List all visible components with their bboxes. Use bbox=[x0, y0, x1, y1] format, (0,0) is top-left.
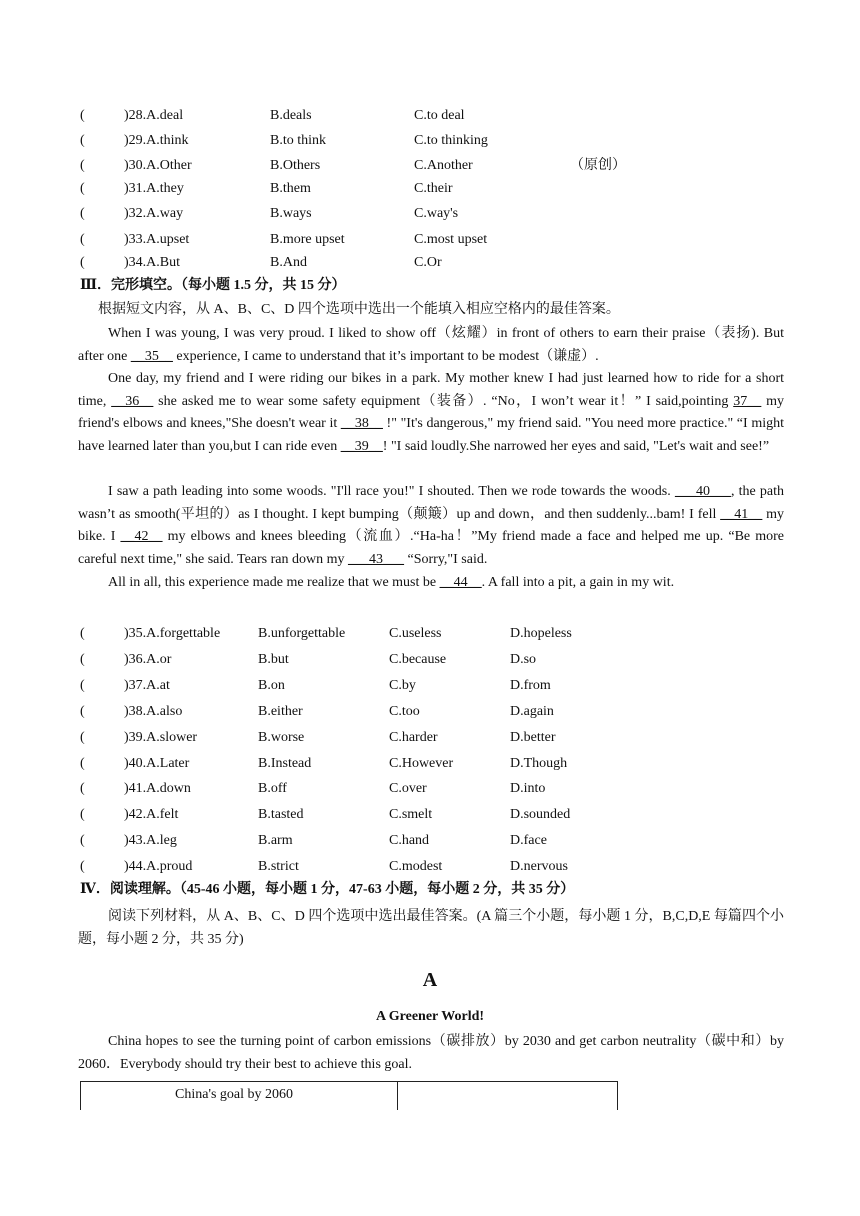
option-d: D.face bbox=[510, 833, 547, 848]
answer-paren: ( bbox=[80, 678, 85, 693]
option-a: )35.A.forgettable bbox=[124, 626, 221, 641]
answer-paren: ( bbox=[80, 206, 85, 221]
option-c: C.harder bbox=[389, 730, 438, 745]
option-d: D.sounded bbox=[510, 807, 571, 822]
option-c: C.their bbox=[414, 181, 453, 196]
blank-36: __36__ bbox=[111, 393, 154, 409]
option-c: C.Or bbox=[414, 255, 442, 270]
passage-title: A Greener World! bbox=[375, 1009, 485, 1024]
blank-39: __39__ bbox=[340, 438, 383, 454]
option-d: D.into bbox=[510, 781, 546, 796]
option-b: B.on bbox=[258, 678, 285, 693]
original-note: （原创） bbox=[570, 158, 626, 173]
answer-paren: ( bbox=[80, 232, 85, 247]
blank-44: __44__ bbox=[439, 575, 482, 590]
passage-letter: A bbox=[422, 969, 438, 991]
blank-43: ___43___ bbox=[348, 551, 405, 567]
option-b: B.but bbox=[258, 652, 289, 667]
option-c: C.to thinking bbox=[414, 133, 488, 148]
answer-paren: ( bbox=[80, 704, 85, 719]
option-d: D.hopeless bbox=[510, 626, 572, 641]
option-d: D.from bbox=[510, 678, 551, 693]
option-b: B.ways bbox=[270, 206, 312, 221]
blank-38: __38__ bbox=[340, 416, 383, 432]
answer-paren: ( bbox=[80, 626, 85, 641]
option-b: B.Instead bbox=[258, 756, 312, 771]
option-c: C.Another bbox=[414, 158, 473, 173]
goal-table bbox=[80, 1081, 618, 1110]
option-c: C.to deal bbox=[414, 108, 465, 123]
option-c: C.modest bbox=[389, 859, 443, 874]
option-c: C.useless bbox=[389, 626, 442, 641]
option-d: D.again bbox=[510, 704, 554, 719]
answer-paren: ( bbox=[80, 807, 85, 822]
table-header-cell: China's goal by 2060 bbox=[175, 1087, 294, 1102]
section-heading: Ⅳ．阅读理解。（45-46 小题，每小题 1 分，47-63 小题，每小题 2 分，共 35 分） bbox=[80, 882, 575, 897]
option-a: )42.A.felt bbox=[124, 807, 179, 822]
answer-paren: ( bbox=[80, 833, 85, 848]
option-a: )44.A.proud bbox=[124, 859, 193, 874]
cloze-paragraph-2: One day, my friend and I were riding our bikes in a park. My mother knew I had just learned how to ride for a short time, __36__ she asked me to wear some safety equipment（装备）. “No，I won’t wear it！” I said,pointing 37__ my friend's elbows and knees,"She doesn't wear it __38__ !" "It's dangerous," my friend said. "You need more practice." “I might have learned later than you,but I can ride even __39__! "I said loudly.She narrowed her eyes and said, "Let's wait and see!” bbox=[78, 371, 784, 454]
option-c: C.However bbox=[389, 756, 454, 771]
section-instruction: 阅读下列材料，从 A、B、C、D 四个选项中选出最佳答案。(A 篇三个小题，每小题 1 分，B,C,D,E 每篇四个小题，每小题 2 分，共 35 分) bbox=[78, 909, 784, 947]
option-b: B.And bbox=[270, 255, 307, 270]
option-c: C.because bbox=[389, 652, 447, 667]
blank-40: ___40___ bbox=[674, 484, 731, 499]
answer-paren: ( bbox=[80, 859, 85, 874]
option-c: C.too bbox=[389, 704, 420, 719]
answer-paren: ( bbox=[80, 108, 85, 123]
option-c: C.most upset bbox=[414, 232, 488, 247]
option-a: )33.A.upset bbox=[124, 232, 190, 247]
option-a: )40.A.Later bbox=[124, 756, 190, 771]
option-b: B.tasted bbox=[258, 807, 304, 822]
option-d: D.better bbox=[510, 730, 556, 745]
option-a: )39.A.slower bbox=[124, 730, 198, 745]
section-heading: Ⅲ．完形填空。（每小题 1.5 分，共 15 分） bbox=[80, 278, 346, 293]
option-b: B.more upset bbox=[270, 232, 345, 247]
option-a: )34.A.But bbox=[124, 255, 180, 270]
blank-35: __35__ bbox=[130, 348, 173, 364]
option-c: C.smelt bbox=[389, 807, 433, 822]
cloze-paragraph-1: When I was young, I was very proud. I liked to show off（炫耀）in front of others to earn their praise（表扬). But after one __35__ experience, I came to understand that it’s important to be modest（谦虚）. bbox=[78, 326, 784, 364]
answer-paren: ( bbox=[80, 756, 85, 771]
option-b: B.either bbox=[258, 704, 303, 719]
option-d: D.nervous bbox=[510, 859, 568, 874]
option-c: C.by bbox=[389, 678, 416, 693]
option-d: D.Though bbox=[510, 756, 568, 771]
option-b: B.arm bbox=[258, 833, 293, 848]
option-a: )29.A.think bbox=[124, 133, 189, 148]
answer-paren: ( bbox=[80, 181, 85, 196]
option-a: )30.A.Other bbox=[124, 158, 192, 173]
option-b: B.unforgettable bbox=[258, 626, 346, 641]
option-c: C.over bbox=[389, 781, 427, 796]
blank-42: __42__ bbox=[120, 529, 163, 545]
option-a: )32.A.way bbox=[124, 206, 184, 221]
cloze-paragraph-3: I saw a path leading into some woods. "I'll race you!" I shouted. Then we rode towards the woods. ___40___, the path wasn’t as smooth(平坦的）as I thought. I kept bumping（颠簸）up and down，and then suddenly...bam! I fell __41__ my bike. I __42__ my elbows and knees bleeding（流血）.“Ha-ha！”My friend made a face and helped me up. “Be more careful next time," she said. Tears ran down my ___43___ “Sorry,"I said. bbox=[78, 484, 785, 567]
answer-paren: ( bbox=[80, 158, 85, 173]
option-b: B.Others bbox=[270, 158, 321, 173]
option-b: B.to think bbox=[270, 133, 327, 148]
passage-text: China hopes to see the turning point of carbon emissions（碳排放）by 2030 and get carbon neutrality（碳中和）by 2060．Everybody should try their best to achieve this goal. bbox=[78, 1034, 784, 1072]
option-a: )37.A.at bbox=[124, 678, 170, 693]
section-instruction: 根据短文内容，从 A、B、C、D 四个选项中选出一个能填入相应空格内的最佳答案。 bbox=[98, 302, 620, 317]
option-b: B.worse bbox=[258, 730, 305, 745]
answer-paren: ( bbox=[80, 255, 85, 270]
answer-paren: ( bbox=[80, 133, 85, 148]
option-d: D.so bbox=[510, 652, 537, 667]
blank-37: 37__ bbox=[733, 393, 762, 409]
option-b: B.deals bbox=[270, 108, 312, 123]
option-c: C.way's bbox=[414, 206, 459, 221]
option-a: )28.A.deal bbox=[124, 108, 184, 123]
option-a: )43.A.leg bbox=[124, 833, 177, 848]
option-a: )31.A.they bbox=[124, 181, 184, 196]
answer-paren: ( bbox=[80, 730, 85, 745]
cloze-paragraph-4: All in all, this experience made me realize that we must be __44__. A fall into a pit, a gain in my wit. bbox=[108, 575, 675, 590]
answer-paren: ( bbox=[80, 652, 85, 667]
blank-41: __41__ bbox=[720, 506, 763, 522]
option-b: B.off bbox=[258, 781, 287, 796]
option-b: B.strict bbox=[258, 859, 299, 874]
option-c: C.hand bbox=[389, 833, 430, 848]
option-a: )41.A.down bbox=[124, 781, 191, 796]
option-b: B.them bbox=[270, 181, 311, 196]
table-divider bbox=[397, 1082, 398, 1110]
option-a: )36.A.or bbox=[124, 652, 172, 667]
answer-paren: ( bbox=[80, 781, 85, 796]
option-a: )38.A.also bbox=[124, 704, 183, 719]
